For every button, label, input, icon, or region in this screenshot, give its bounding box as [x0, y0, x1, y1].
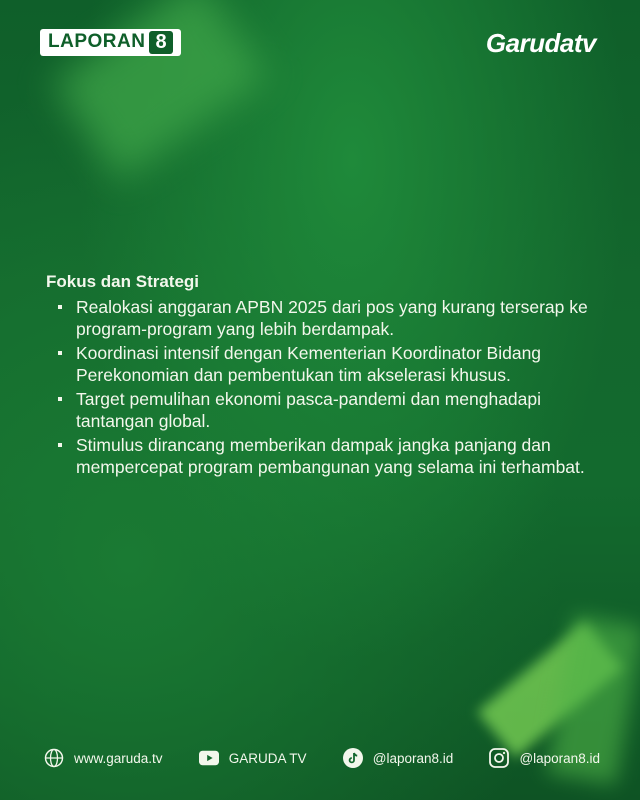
- bullet-list: [46, 296, 606, 478]
- footer-tiktok[interactable]: [343, 748, 454, 768]
- footer: [44, 745, 600, 771]
- footer-youtube[interactable]: [199, 748, 307, 768]
- garudatv-logo: Garudatv: [485, 28, 596, 58]
- main-content: [46, 272, 606, 480]
- list-item-text: Koordinasi intensif dengan Kementerian Koordinator Bidang Perekonomian dan pembentukan tim akselerasi khusus.: [76, 343, 542, 385]
- footer-instagram[interactable]: [489, 748, 600, 768]
- bullet-icon: [58, 443, 62, 447]
- list-item-text: Stimulus dirancang memberikan dampak jangka panjang dan mempercepat program pembangunan yang selama ini terhambat.: [76, 435, 585, 477]
- list-item: [46, 434, 606, 478]
- youtube-icon: [199, 748, 219, 768]
- youtube-text: GARUDA TV: [228, 750, 307, 766]
- globe-icon: [44, 748, 64, 768]
- list-item-text: Target pemulihan ekonomi pasca-pandemi dan menghadapi tantangan global.: [76, 389, 542, 431]
- tiktok-icon: [343, 748, 363, 768]
- tiktok-text: @laporan8.id: [372, 750, 454, 766]
- laporan8-logo-number: 8: [149, 31, 173, 54]
- list-item-text: Realokasi anggaran APBN 2025 dari pos yang kurang terserap ke program-program yang lebih berdampak.: [76, 297, 588, 339]
- section-heading: Fokus dan Strategi: [46, 272, 200, 291]
- laporan8-logo-box: [40, 29, 181, 56]
- laporan8-logo-text: LAPORAN: [48, 31, 146, 52]
- instagram-text: @laporan8.id: [519, 750, 600, 766]
- bullet-icon: [58, 305, 62, 309]
- instagram-icon: [489, 748, 509, 768]
- website-text: www.garuda.tv: [74, 750, 163, 766]
- list-item: [46, 342, 606, 386]
- laporan8-logo: [40, 28, 181, 56]
- bullet-icon: [58, 351, 62, 355]
- list-item: [46, 388, 606, 432]
- footer-website[interactable]: [44, 748, 163, 768]
- bullet-icon: [58, 397, 62, 401]
- list-item: [46, 296, 606, 340]
